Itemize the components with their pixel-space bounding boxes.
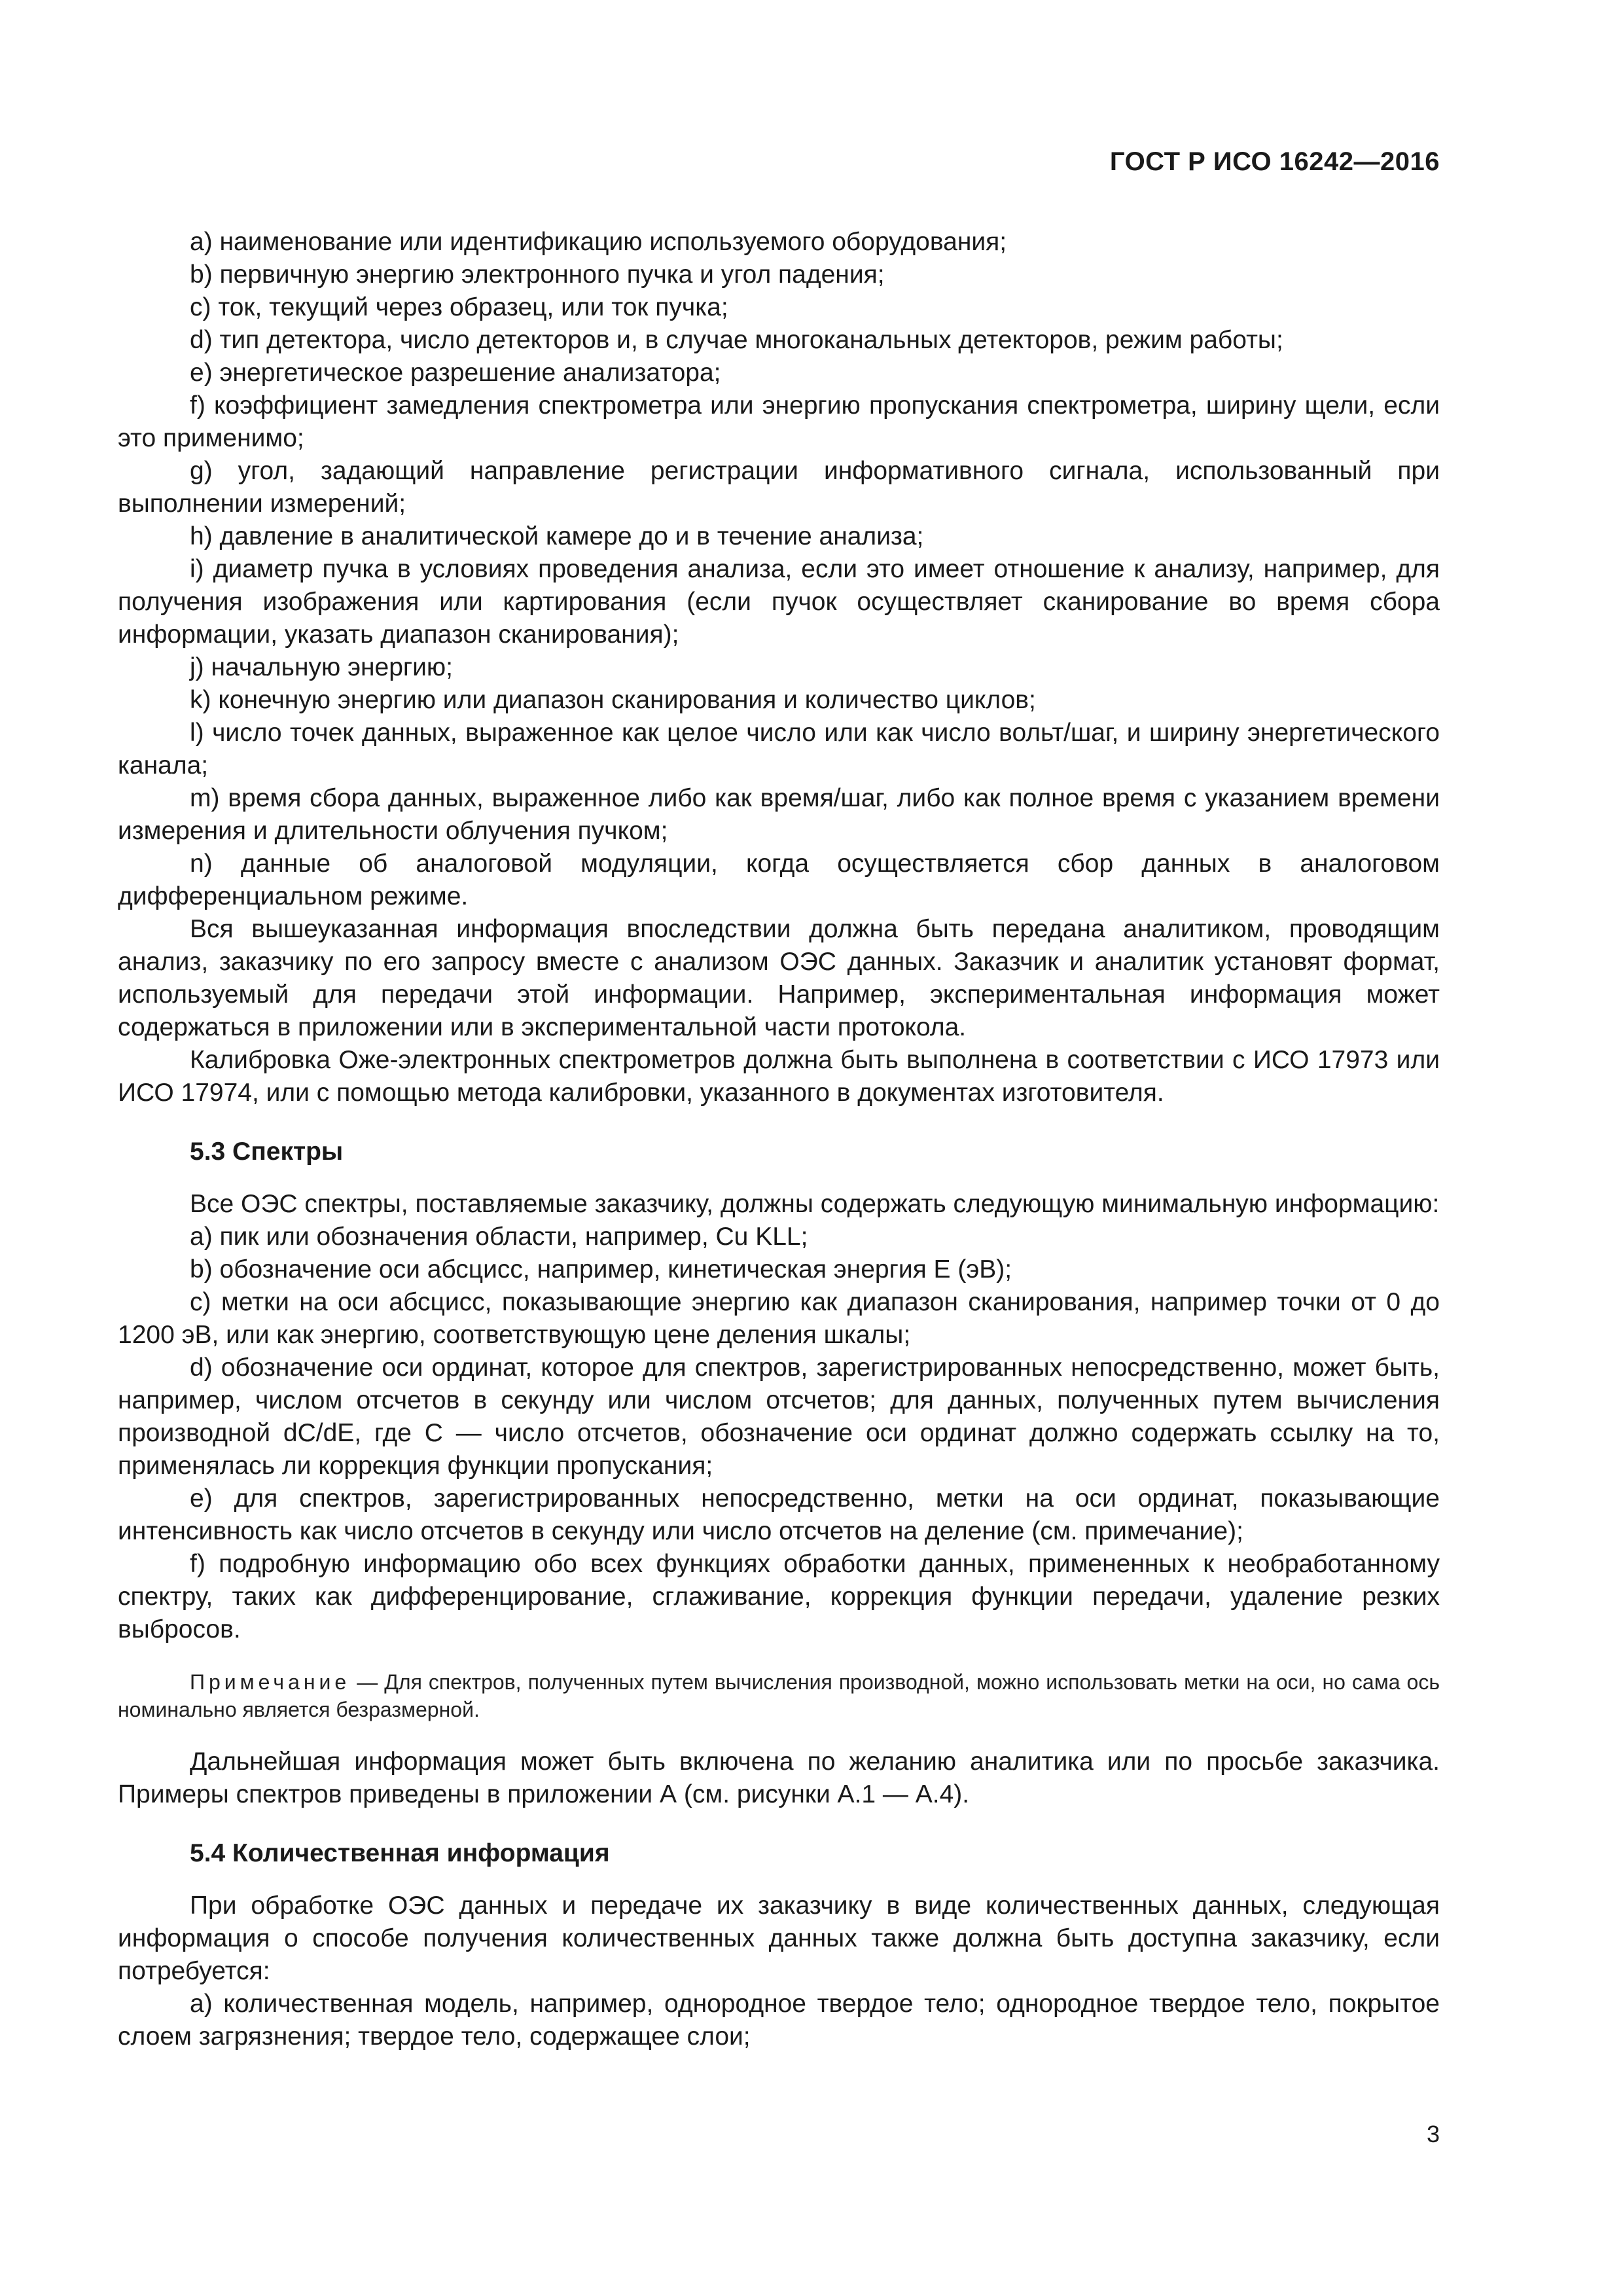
list-item: g) угол, задающий направление регистрации информативного сигнала, использованный при выполнении измерений; (118, 457, 1440, 518)
section-heading-5-3: 5.3 Спектры (190, 1138, 344, 1166)
list-item: b) обозначение оси абсцисс, например, кинетическая энергия E (эВ); (190, 1255, 1012, 1283)
list-item: a) пик или обозначения области, например, Cu KLL; (190, 1223, 808, 1251)
list-item: e) для спектров, зарегистрированных непосредственно, метки на оси ординат, показывающие интенсивность как число отсчетов в секунду или число отсчетов на деление (см. примечание); (118, 1484, 1440, 1545)
section-heading-5-4: 5.4 Количественная информация (190, 1839, 610, 1867)
section-intro-paragraph: Все ОЭС спектры, поставляемые заказчику, должны содержать следующую минимальную информацию: (190, 1190, 1440, 1218)
list-item: b) первичную энергию электронного пучка и угол падения; (190, 260, 885, 289)
note-block (118, 1668, 1440, 1723)
list-item: f) коэффициент замедления спектрометра или энергию пропускания спектрометра, ширину щели, если это применимо; (118, 391, 1440, 452)
list-item: j) начальную энергию; (190, 653, 453, 681)
list-item: c) метки на оси абсцисс, показывающие энергию как диапазон сканирования, например точки от 0 до 1200 эВ, или как энергию, соответствующую цене деления шкалы; (118, 1288, 1440, 1349)
list-item: e) энергетическое разрешение анализатора; (190, 359, 721, 387)
note-label: Примечание (190, 1670, 351, 1694)
calibration-paragraph: Калибровка Оже-электронных спектрометров должна быть выполнена в соответствии с ИСО 17973 или ИСО 17974, или с помощью метода калибровки, указанного в документах изготовителя. (118, 1046, 1440, 1107)
list-item: a) наименование или идентификацию используемого оборудования; (190, 228, 1007, 256)
page-body (118, 226, 1440, 2053)
section-intro-paragraph: При обработке ОЭС данных и передаче их заказчику в виде количественных данных, следующая информация о способе получения количественных данных также должна быть доступна заказчику, если потребуется: (118, 1892, 1440, 1985)
note-text: — Для спектров, полученных путем вычисления производной, можно использовать метки на оси, но сама ось номинально является безразмерной. (118, 1670, 1440, 1721)
document-code-header: ГОСТ Р ИСО 16242—2016 (1109, 147, 1440, 176)
list-item: d) тип детектора, число детекторов и, в случае многоканальных детекторов, режим работы; (190, 326, 1283, 354)
further-info-paragraph: Дальнейшая информация может быть включена по желанию аналитика или по просьбе заказчика. Примеры спектров приведены в приложении А (см. рисунки А.1 — А.4). (118, 1748, 1440, 1808)
list-item: m) время сбора данных, выраженное либо как время/шаг, либо как полное время с указанием времени измерения и длительности облучения пучком; (118, 784, 1440, 845)
page-number: 3 (1426, 2121, 1440, 2147)
info-transfer-paragraph: Вся вышеуказанная информация впоследствии должна быть передана аналитиком, проводящим анализ, заказчику по его запросу вместе с анализом ОЭС данных. Заказчик и аналитик установят формат, используемый для передачи этой информации. Например, экспериментальная информация может содержаться в приложении или в экспериментальной части протокола. (118, 915, 1440, 1041)
list-item: f) подробную информацию обо всех функциях обработки данных, примененных к необработанному спектру, таких как дифференцирование, сглаживание, коррекция функции передачи, удаление резких выбросов. (118, 1550, 1440, 1643)
list-item: d) обозначение оси ординат, которое для спектров, зарегистрированных непосредственно, может быть, например, числом отсчетов в секунду или числом отсчетов; для данных, полученных путем вычисления производной dC/dE, где C — число отсчетов, обозначение оси ординат должно содержать ссылку на то, применялась ли коррекция функции пропускания; (118, 1354, 1440, 1480)
list-item: c) ток, текущий через образец, или ток пучка; (190, 293, 728, 321)
list-item: h) давление в аналитической камере до и в течение анализа; (190, 522, 924, 550)
list-item: a) количественная модель, например, однородное твердое тело; однородное твердое тело, покрытое слоем загрязнения; твердое тело, содержащее слои; (118, 1990, 1440, 2051)
list-item: n) данные об аналоговой модуляции, когда осуществляется сбор данных в аналоговом дифференциальном режиме. (118, 850, 1440, 910)
list-item: i) диаметр пучка в условиях проведения анализа, если это имеет отношение к анализу, например, для получения изображения или картирования (если пучок осуществляет сканирование во время сбора информации, указать диапазон сканирования); (118, 555, 1440, 649)
list-item: k) конечную энергию или диапазон сканирования и количество циклов; (190, 686, 1036, 714)
list-item: l) число точек данных, выраженное как целое число или как число вольт/шаг, и ширину энергетического канала; (118, 719, 1440, 780)
